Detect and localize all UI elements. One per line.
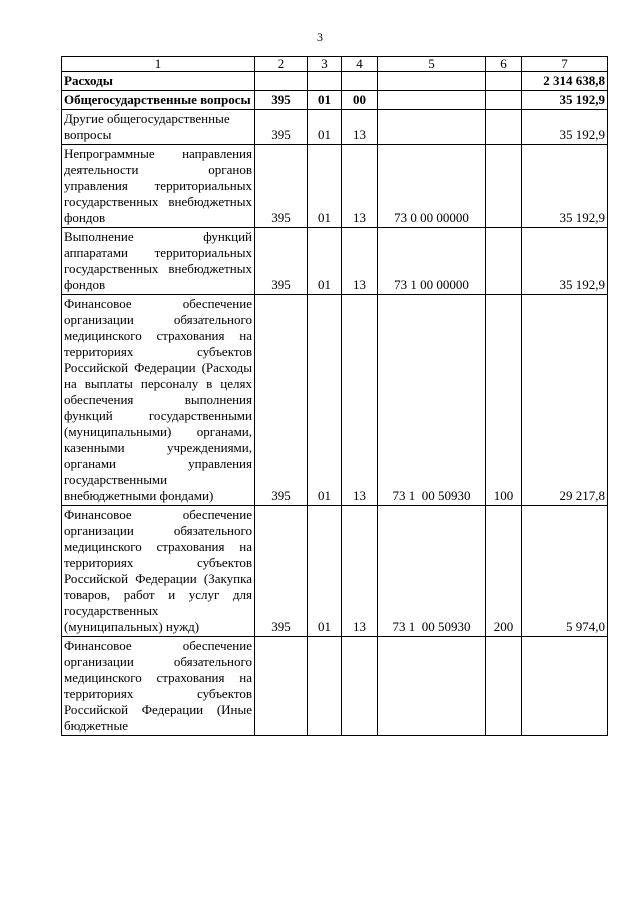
row-code-3: 01 (308, 228, 342, 295)
row-code-2: 395 (255, 110, 308, 145)
row-name: Непрограммные направления деятельности органов управления территориальных государственных внебюджетных фондов (62, 145, 255, 228)
table-row (62, 506, 608, 637)
row-code-4: 13 (342, 295, 378, 506)
row-code-2: 395 (255, 145, 308, 228)
row-name: Другие общегосударственные вопросы (62, 110, 255, 145)
row-amount: 29 217,8 (522, 295, 608, 506)
table-row (62, 145, 608, 228)
row-code-6 (486, 91, 522, 110)
row-code-6 (486, 145, 522, 228)
header-cell: 2 (255, 57, 308, 72)
row-amount: 35 192,9 (522, 91, 608, 110)
row-code-4: 13 (342, 110, 378, 145)
row-amount (522, 637, 608, 736)
budget-table (61, 56, 608, 736)
row-name: Выполнение функций аппаратами территориальных государственных внебюджетных фондов (62, 228, 255, 295)
row-code-4: 00 (342, 91, 378, 110)
row-amount: 35 192,9 (522, 145, 608, 228)
row-amount: 35 192,9 (522, 228, 608, 295)
row-code-4: 13 (342, 145, 378, 228)
page-number: 3 (317, 30, 323, 44)
row-code-4: 13 (342, 506, 378, 637)
table-row (62, 72, 608, 91)
row-code-5 (378, 637, 486, 736)
row-amount: 35 192,9 (522, 110, 608, 145)
row-code-6: 200 (486, 506, 522, 637)
table-row (62, 637, 608, 736)
row-name: Финансовое обеспечение организации обязательного медицинского страхования на территориях субъектов Российской Федерации (Закупка товаров, работ и услуг для государственных (муниципальных) нужд) (62, 506, 255, 637)
row-code-2: 395 (255, 91, 308, 110)
header-cell: 3 (308, 57, 342, 72)
row-code-5: 73 1 00 00000 (378, 228, 486, 295)
header-cell: 4 (342, 57, 378, 72)
header-cell: 5 (378, 57, 486, 72)
row-name: Расходы (62, 72, 255, 91)
row-code-5: 73 1 00 50930 (378, 295, 486, 506)
row-name: Общегосударственные вопросы (62, 91, 255, 110)
row-code-6: 100 (486, 295, 522, 506)
row-code-6 (486, 637, 522, 736)
row-amount: 2 314 638,8 (522, 72, 608, 91)
row-code-2 (255, 637, 308, 736)
row-code-4 (342, 637, 378, 736)
table-row (62, 110, 608, 145)
table-row (62, 228, 608, 295)
table-row (62, 91, 608, 110)
row-code-2: 395 (255, 295, 308, 506)
row-code-5 (378, 91, 486, 110)
table-row (62, 295, 608, 506)
row-code-3: 01 (308, 91, 342, 110)
row-code-3: 01 (308, 506, 342, 637)
row-code-3 (308, 72, 342, 91)
row-code-3: 01 (308, 145, 342, 228)
row-code-6 (486, 228, 522, 295)
row-code-2 (255, 72, 308, 91)
row-code-5: 73 1 00 50930 (378, 506, 486, 637)
row-code-6 (486, 110, 522, 145)
row-code-5 (378, 110, 486, 145)
row-code-4 (342, 72, 378, 91)
row-name: Финансовое обеспечение организации обязательного медицинского страхования на территориях субъектов Российской Федерации (Иные бюджетные (62, 637, 255, 736)
row-code-2: 395 (255, 228, 308, 295)
header-cell: 7 (522, 57, 608, 72)
row-code-3 (308, 637, 342, 736)
row-code-3: 01 (308, 295, 342, 506)
row-amount: 5 974,0 (522, 506, 608, 637)
row-code-4: 13 (342, 228, 378, 295)
table-header-row (62, 57, 608, 72)
row-code-3: 01 (308, 110, 342, 145)
row-code-5: 73 0 00 00000 (378, 145, 486, 228)
header-cell: 1 (62, 57, 255, 72)
row-name: Финансовое обеспечение организации обязательного медицинского страхования на территориях субъектов Российской Федерации (Расходы на выплаты персоналу в целях обеспечения выполнения функций государственными (муниципальными) органами, казенными учреждениями, органами управления государственными внебюджетными фондами) (62, 295, 255, 506)
header-cell: 6 (486, 57, 522, 72)
row-code-2: 395 (255, 506, 308, 637)
row-code-5 (378, 72, 486, 91)
row-code-6 (486, 72, 522, 91)
